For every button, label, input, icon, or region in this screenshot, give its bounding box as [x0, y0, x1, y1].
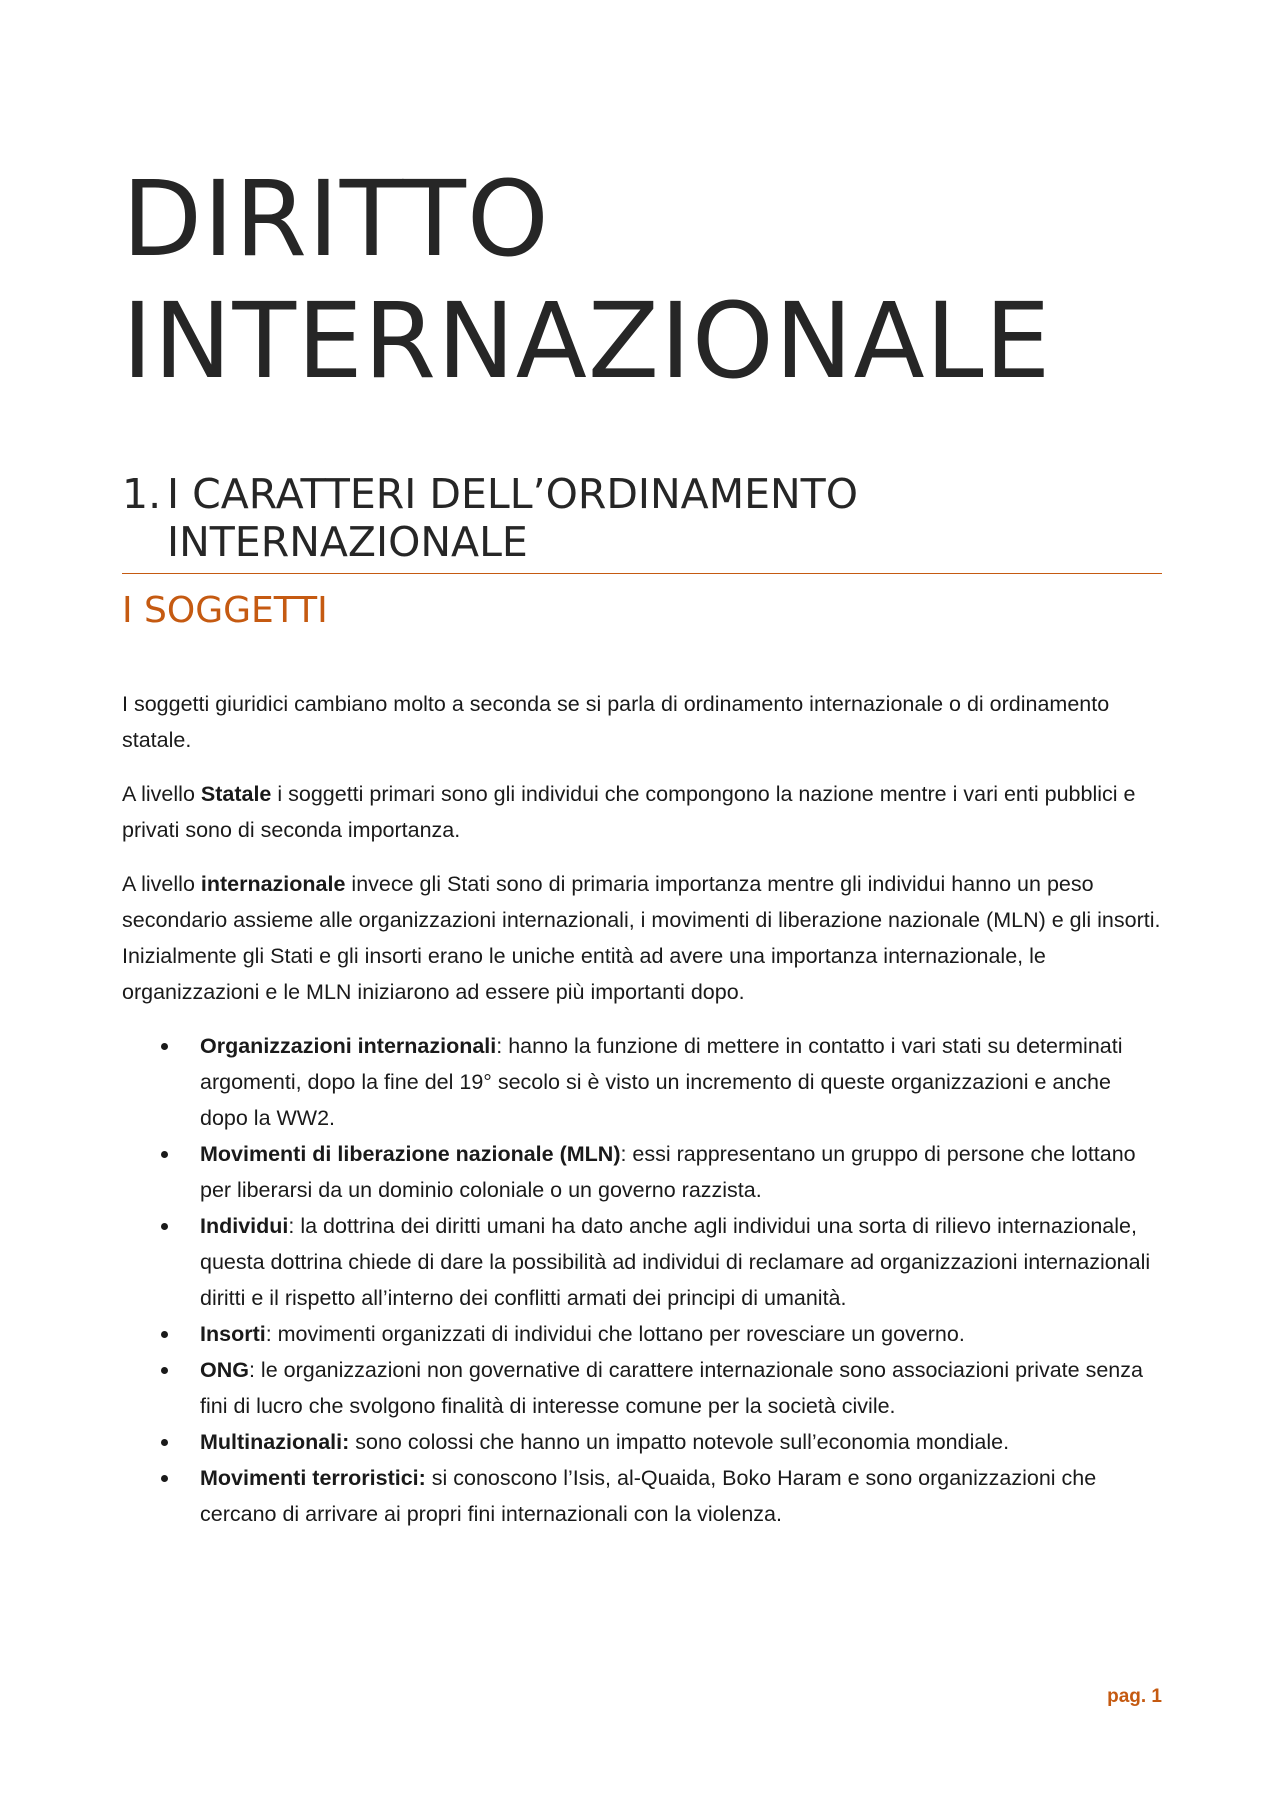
bullet-icon	[161, 1439, 168, 1446]
list-item	[122, 1028, 1162, 1136]
document-title	[122, 158, 1162, 402]
paragraph-text: i soggetti primari sono gli individui che compongono la nazione mentre i vari enti pubblici e privati sono di seconda importanza.	[122, 782, 1136, 842]
list-item-term: Movimenti di liberazione nazionale (MLN)	[200, 1142, 621, 1166]
list-item	[122, 1352, 1162, 1424]
paragraph-text: I soggetti giuridici cambiano molto a seconda se si parla di ordinamento internazionale o di ordinamento statale.	[122, 692, 1110, 752]
list-item-text: : le organizzazioni non governative di carattere internazionale sono associazioni private senza fini di lucro che svolgono finalità di interesse comune per la società civile.	[200, 1358, 1143, 1418]
section-heading	[122, 470, 1162, 566]
list-item	[122, 1316, 1162, 1352]
paragraph	[122, 686, 1162, 758]
section-title-line-2: INTERNAZIONALE	[167, 518, 528, 566]
section-number: 1.	[122, 470, 162, 518]
list-item-text: si conoscono l’Isis, al-Quaida, Boko Haram e sono organizzazioni che cercano di arrivare ai propri fini internazionali con la violenza.	[200, 1466, 1097, 1526]
section-title-line-1: I CARATTERI DELL’ORDINAMENTO	[167, 470, 858, 518]
list-item-term: Movimenti terroristici:	[200, 1466, 426, 1490]
list-item-term: Organizzazioni internazionali	[200, 1034, 497, 1058]
list-item-text: : essi rappresentano un gruppo di persone che lottano per liberarsi da un dominio coloniale o un governo razzista.	[200, 1142, 1136, 1202]
bullet-icon	[161, 1475, 168, 1482]
list-item-term: Individui	[200, 1214, 289, 1238]
list-item-term: Insorti	[200, 1322, 266, 1346]
list-item-term: Multinazionali:	[200, 1430, 350, 1454]
bullet-icon	[161, 1151, 168, 1158]
bullet-icon	[161, 1043, 168, 1050]
paragraph	[122, 776, 1162, 848]
heading-divider	[122, 573, 1162, 574]
page-number: pag. 1	[1107, 1686, 1162, 1707]
title-line-2: INTERNAZIONALE	[122, 280, 1052, 402]
bullet-icon	[161, 1367, 168, 1374]
paragraph-text: invece gli Stati sono di primaria importanza mentre gli individui hanno un peso secondario assieme alle organizzazioni internazionali, i movimenti di liberazione nazionale (MLN) e gli insorti. Inizialmente gli Stati e gli insorti erano le uniche entità ad avere una importanza internazionale, le organizzazioni e le MLN iniziarono ad essere più importanti dopo.	[122, 872, 1161, 1004]
list-item-text: : movimenti organizzati di individui che lottano per rovesciare un governo.	[265, 1322, 965, 1346]
subheading: I SOGGETTI	[122, 590, 328, 631]
list-item-text: sono colossi che hanno un impatto notevole sull’economia mondiale.	[349, 1430, 1010, 1454]
list-item-text: : hanno la funzione di mettere in contatto i vari stati su determinati argomenti, dopo la fine del 19° secolo si è visto un incremento di queste organizzazioni e anche dopo la WW2.	[200, 1034, 1123, 1130]
body-text	[122, 686, 1162, 1532]
list-item-text: : la dottrina dei diritti umani ha dato anche agli individui una sorta di rilievo internazionale, questa dottrina chiede di dare la possibilità ad individui di reclamare ad organizzazioni internazionali diritti e il rispetto all’interno dei conflitti armati dei principi di umanità.	[200, 1214, 1151, 1310]
list-item	[122, 1424, 1162, 1460]
title-line-1: DIRITTO	[122, 158, 550, 280]
list-item	[122, 1208, 1162, 1316]
paragraph-bold-term: internazionale	[200, 872, 346, 896]
list-item	[122, 1460, 1162, 1532]
bullet-icon	[161, 1223, 168, 1230]
subjects-list	[122, 1028, 1162, 1532]
list-item	[122, 1136, 1162, 1208]
paragraph-text: A livello	[122, 782, 201, 806]
bullet-icon	[161, 1331, 168, 1338]
list-item-term: ONG	[200, 1358, 249, 1382]
paragraph-text: A livello	[122, 872, 201, 896]
paragraph	[122, 866, 1162, 1010]
paragraph-bold-term: Statale	[200, 782, 272, 806]
